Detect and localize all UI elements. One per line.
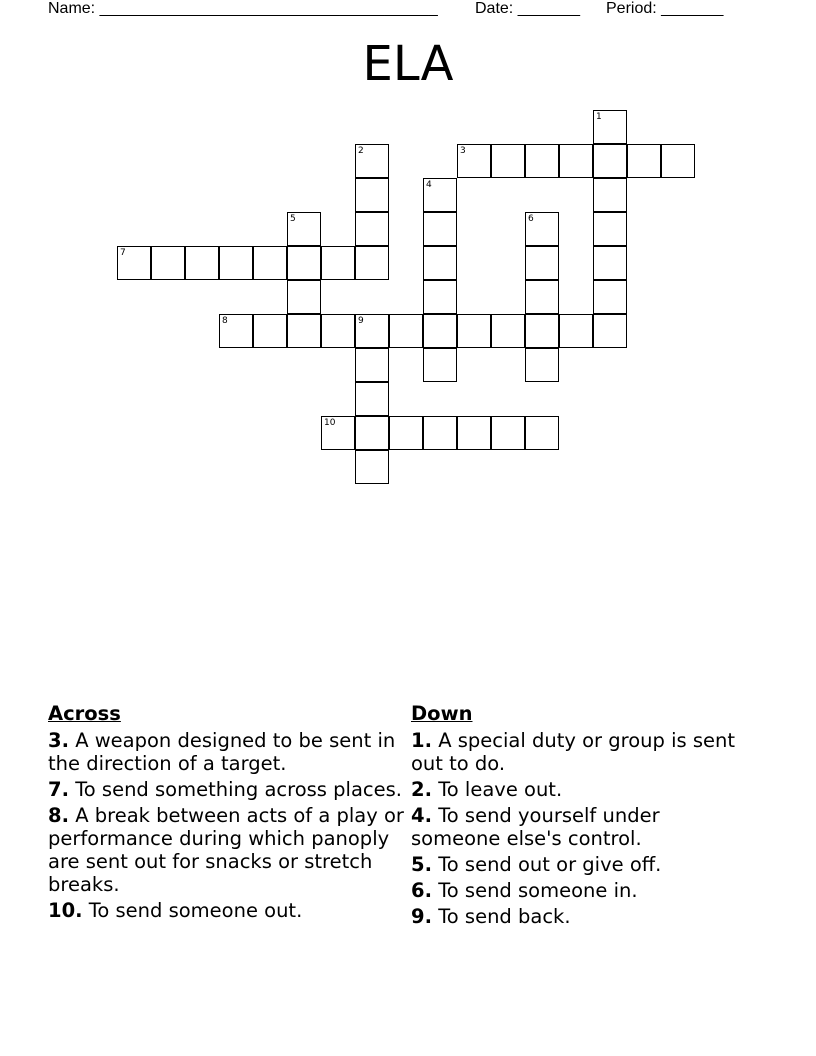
clue-text: A weapon designed to be sent in the direction of a target. — [48, 729, 396, 775]
clue-number: 6. — [411, 879, 432, 902]
grid-cell[interactable] — [593, 314, 627, 348]
grid-cell[interactable] — [593, 280, 627, 314]
grid-cell[interactable] — [593, 144, 627, 178]
clue-text: To send someone in. — [438, 879, 638, 902]
grid-cell[interactable] — [457, 314, 491, 348]
grid-cell[interactable] — [525, 212, 559, 246]
grid-cell[interactable] — [457, 416, 491, 450]
grid-cell[interactable] — [287, 246, 321, 280]
grid-cell[interactable] — [355, 212, 389, 246]
clue-text: To send back. — [438, 905, 571, 928]
across-clues — [48, 702, 408, 925]
across-clue — [48, 899, 408, 922]
grid-cell[interactable] — [321, 246, 355, 280]
grid-cell[interactable] — [355, 314, 389, 348]
page-title: ELA — [362, 36, 454, 92]
grid-cell[interactable] — [253, 314, 287, 348]
clue-text: To send someone out. — [88, 899, 303, 922]
grid-cell[interactable] — [423, 314, 457, 348]
cell-number: 10 — [324, 418, 336, 428]
clue-number: 10. — [48, 899, 83, 922]
across-clue — [48, 804, 408, 896]
grid-cell[interactable] — [423, 280, 457, 314]
clue-text: To leave out. — [438, 778, 563, 801]
clue-text: To send out or give off. — [438, 853, 662, 876]
grid-cell[interactable] — [287, 280, 321, 314]
grid-cell[interactable] — [661, 144, 695, 178]
cell-number: 8 — [222, 316, 228, 326]
period-field-label: Period: _______ — [606, 0, 724, 17]
grid-cell[interactable] — [423, 416, 457, 450]
cell-number: 2 — [358, 146, 364, 156]
grid-cell[interactable] — [423, 178, 457, 212]
cell-number: 4 — [426, 180, 432, 190]
clue-text: A break between acts of a play or performance during which panoply are sent out for snacks or stretch breaks. — [48, 804, 404, 896]
cell-number: 3 — [460, 146, 466, 156]
cell-number: 9 — [358, 316, 364, 326]
grid-cell[interactable] — [355, 144, 389, 178]
clue-number: 4. — [411, 804, 432, 827]
grid-cell[interactable] — [423, 246, 457, 280]
date-field-label: Date: _______ — [475, 0, 580, 17]
clue-number: 8. — [48, 804, 69, 827]
grid-cell[interactable] — [355, 450, 389, 484]
clue-number: 2. — [411, 778, 432, 801]
grid-cell[interactable] — [355, 382, 389, 416]
grid-cell[interactable] — [287, 212, 321, 246]
clue-text: To send something across places. — [75, 778, 402, 801]
grid-cell[interactable] — [627, 144, 661, 178]
cell-number: 5 — [290, 214, 296, 224]
grid-cell[interactable] — [185, 246, 219, 280]
grid-cell[interactable] — [423, 348, 457, 382]
grid-cell[interactable] — [559, 314, 593, 348]
grid-cell[interactable] — [593, 110, 627, 144]
grid-cell[interactable] — [389, 416, 423, 450]
clue-number: 9. — [411, 905, 432, 928]
grid-cell[interactable] — [559, 144, 593, 178]
grid-cell[interactable] — [491, 416, 525, 450]
grid-cell[interactable] — [525, 314, 559, 348]
grid-cell[interactable] — [117, 246, 151, 280]
clue-number: 5. — [411, 853, 432, 876]
grid-cell[interactable] — [525, 144, 559, 178]
grid-cell[interactable] — [355, 246, 389, 280]
grid-cell[interactable] — [355, 178, 389, 212]
grid-cell[interactable] — [321, 314, 355, 348]
cell-number: 6 — [528, 214, 534, 224]
down-clue — [411, 804, 751, 850]
grid-cell[interactable] — [321, 416, 355, 450]
grid-cell[interactable] — [491, 144, 525, 178]
clue-number: 7. — [48, 778, 69, 801]
across-heading: Across — [48, 702, 121, 725]
grid-cell[interactable] — [593, 178, 627, 212]
grid-cell[interactable] — [287, 314, 321, 348]
down-clue — [411, 778, 751, 801]
grid-cell[interactable] — [593, 246, 627, 280]
grid-cell[interactable] — [151, 246, 185, 280]
down-heading: Down — [411, 702, 473, 725]
grid-cell[interactable] — [525, 246, 559, 280]
grid-cell[interactable] — [253, 246, 287, 280]
down-clue — [411, 853, 751, 876]
grid-cell[interactable] — [525, 416, 559, 450]
clue-text: A special duty or group is sent out to do. — [411, 729, 736, 775]
cell-number: 1 — [596, 112, 602, 122]
grid-cell[interactable] — [491, 314, 525, 348]
grid-cell[interactable] — [219, 246, 253, 280]
grid-cell[interactable] — [355, 348, 389, 382]
grid-cell[interactable] — [457, 144, 491, 178]
clue-number: 3. — [48, 729, 69, 752]
down-clue — [411, 905, 751, 928]
clue-text: To send yourself under someone else's control. — [411, 804, 660, 850]
grid-cell[interactable] — [525, 280, 559, 314]
clue-number: 1. — [411, 729, 432, 752]
down-clue — [411, 729, 751, 775]
cell-number: 7 — [120, 248, 126, 258]
grid-cell[interactable] — [593, 212, 627, 246]
down-clue — [411, 879, 751, 902]
across-clue — [48, 778, 408, 801]
across-clue — [48, 729, 408, 775]
grid-cell[interactable] — [219, 314, 253, 348]
down-clues — [411, 702, 751, 931]
grid-cell[interactable] — [355, 416, 389, 450]
grid-cell[interactable] — [389, 314, 423, 348]
grid-cell[interactable] — [423, 212, 457, 246]
name-field-label: Name: ______________________________________ — [48, 0, 438, 17]
grid-cell[interactable] — [525, 348, 559, 382]
